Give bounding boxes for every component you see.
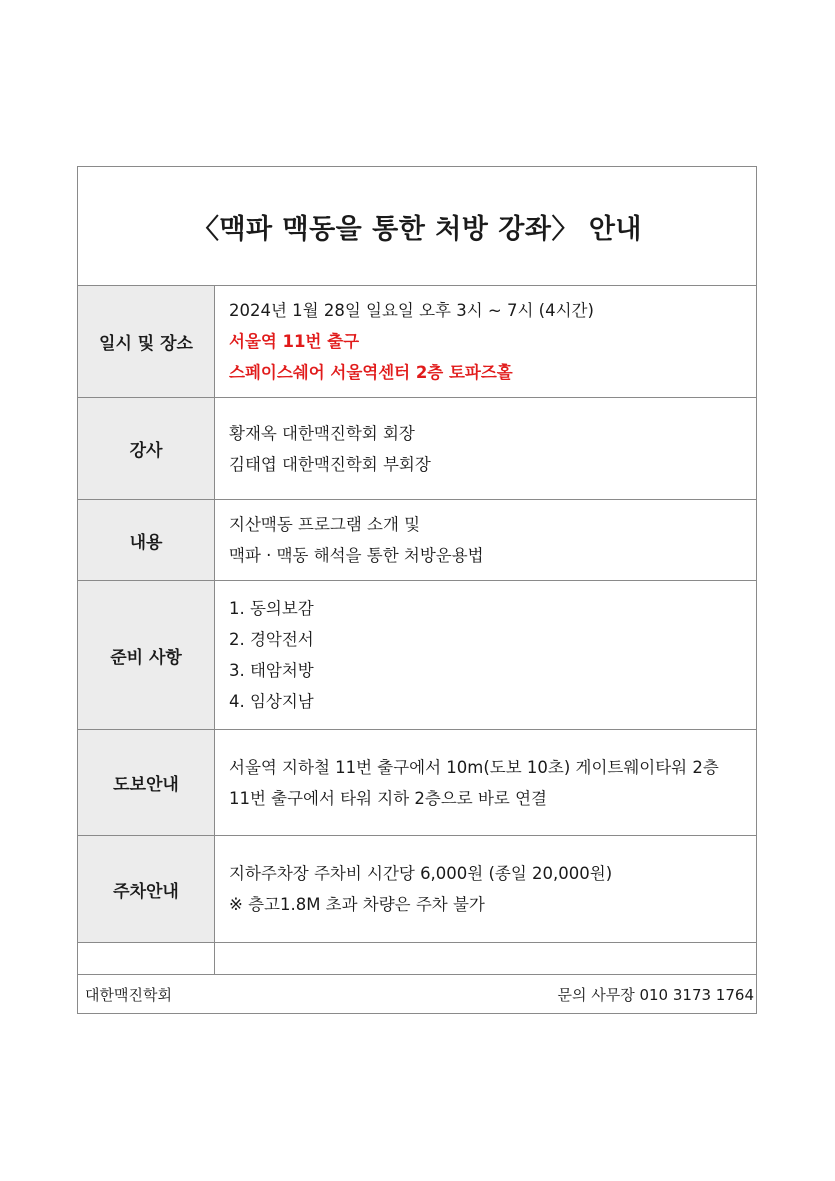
lecturer-2: 김태엽 대한맥진학회 부회장 xyxy=(229,454,431,474)
prep-item-3: 3. 태암처방 xyxy=(229,661,314,680)
table-row-lecturer xyxy=(78,398,756,500)
title-row xyxy=(78,167,756,286)
row-label-content: 내용 xyxy=(78,500,215,581)
content-line-1: 지산맥동 프로그램 소개 및 xyxy=(229,515,421,534)
row-content-preparation xyxy=(215,581,757,730)
row-label-walking: 도보안내 xyxy=(78,730,215,836)
table-row-empty xyxy=(78,943,756,975)
prep-item-4: 4. 임상지남 xyxy=(229,692,314,711)
footer-organization: 대한맥진학회 xyxy=(85,985,172,1004)
footer xyxy=(78,975,756,1013)
table-row-preparation xyxy=(78,581,756,730)
row-label-preparation: 준비 사항 xyxy=(78,581,215,730)
row-content-lecturer xyxy=(215,398,757,500)
prep-item-1: 1. 동의보감 xyxy=(229,599,314,618)
row-content-content xyxy=(215,500,757,581)
notice-document xyxy=(77,166,757,1014)
row-content-parking xyxy=(215,836,757,943)
row-content-walking xyxy=(215,730,757,836)
schedule-venue: 스페이스쉐어 서울역센터 2층 토파즈홀 xyxy=(229,363,513,382)
row-label-lecturer: 강사 xyxy=(78,398,215,500)
schedule-datetime: 2024년 1월 28일 일요일 오후 3시 ~ 7시 (4시간) xyxy=(229,301,594,320)
document-title: 〈맥파 맥동을 통한 처방 강좌〉 안내 xyxy=(191,213,643,245)
info-table xyxy=(78,286,756,975)
row-label-schedule: 일시 및 장소 xyxy=(78,286,215,398)
row-content-schedule xyxy=(215,286,757,398)
empty-content-cell xyxy=(215,943,757,975)
lecturer-1: 황재옥 대한맥진학회 회장 xyxy=(229,423,415,443)
empty-label-cell xyxy=(78,943,215,975)
content-line-2: 맥파 · 맥동 해석을 통한 처방운용법 xyxy=(229,546,484,565)
walking-line-2: 11번 출구에서 타워 지하 2층으로 바로 연결 xyxy=(229,788,547,808)
table-row-schedule xyxy=(78,286,756,398)
parking-line-2: ※ 층고1.8M 초과 차량은 주차 불가 xyxy=(229,895,485,914)
prep-item-2: 2. 경악전서 xyxy=(229,630,314,649)
table-row-content xyxy=(78,500,756,581)
table-row-parking xyxy=(78,836,756,943)
table-row-walking xyxy=(78,730,756,836)
footer-contact: 문의 사무장 010 3173 1764 xyxy=(557,985,754,1004)
row-label-parking: 주차안내 xyxy=(78,836,215,943)
parking-line-1: 지하주차장 주차비 시간당 6,000원 (종일 20,000원) xyxy=(229,864,613,883)
walking-line-1: 서울역 지하철 11번 출구에서 10m(도보 10초) 게이트웨이타워 2층 xyxy=(229,757,719,777)
schedule-exit: 서울역 11번 출구 xyxy=(229,332,360,351)
